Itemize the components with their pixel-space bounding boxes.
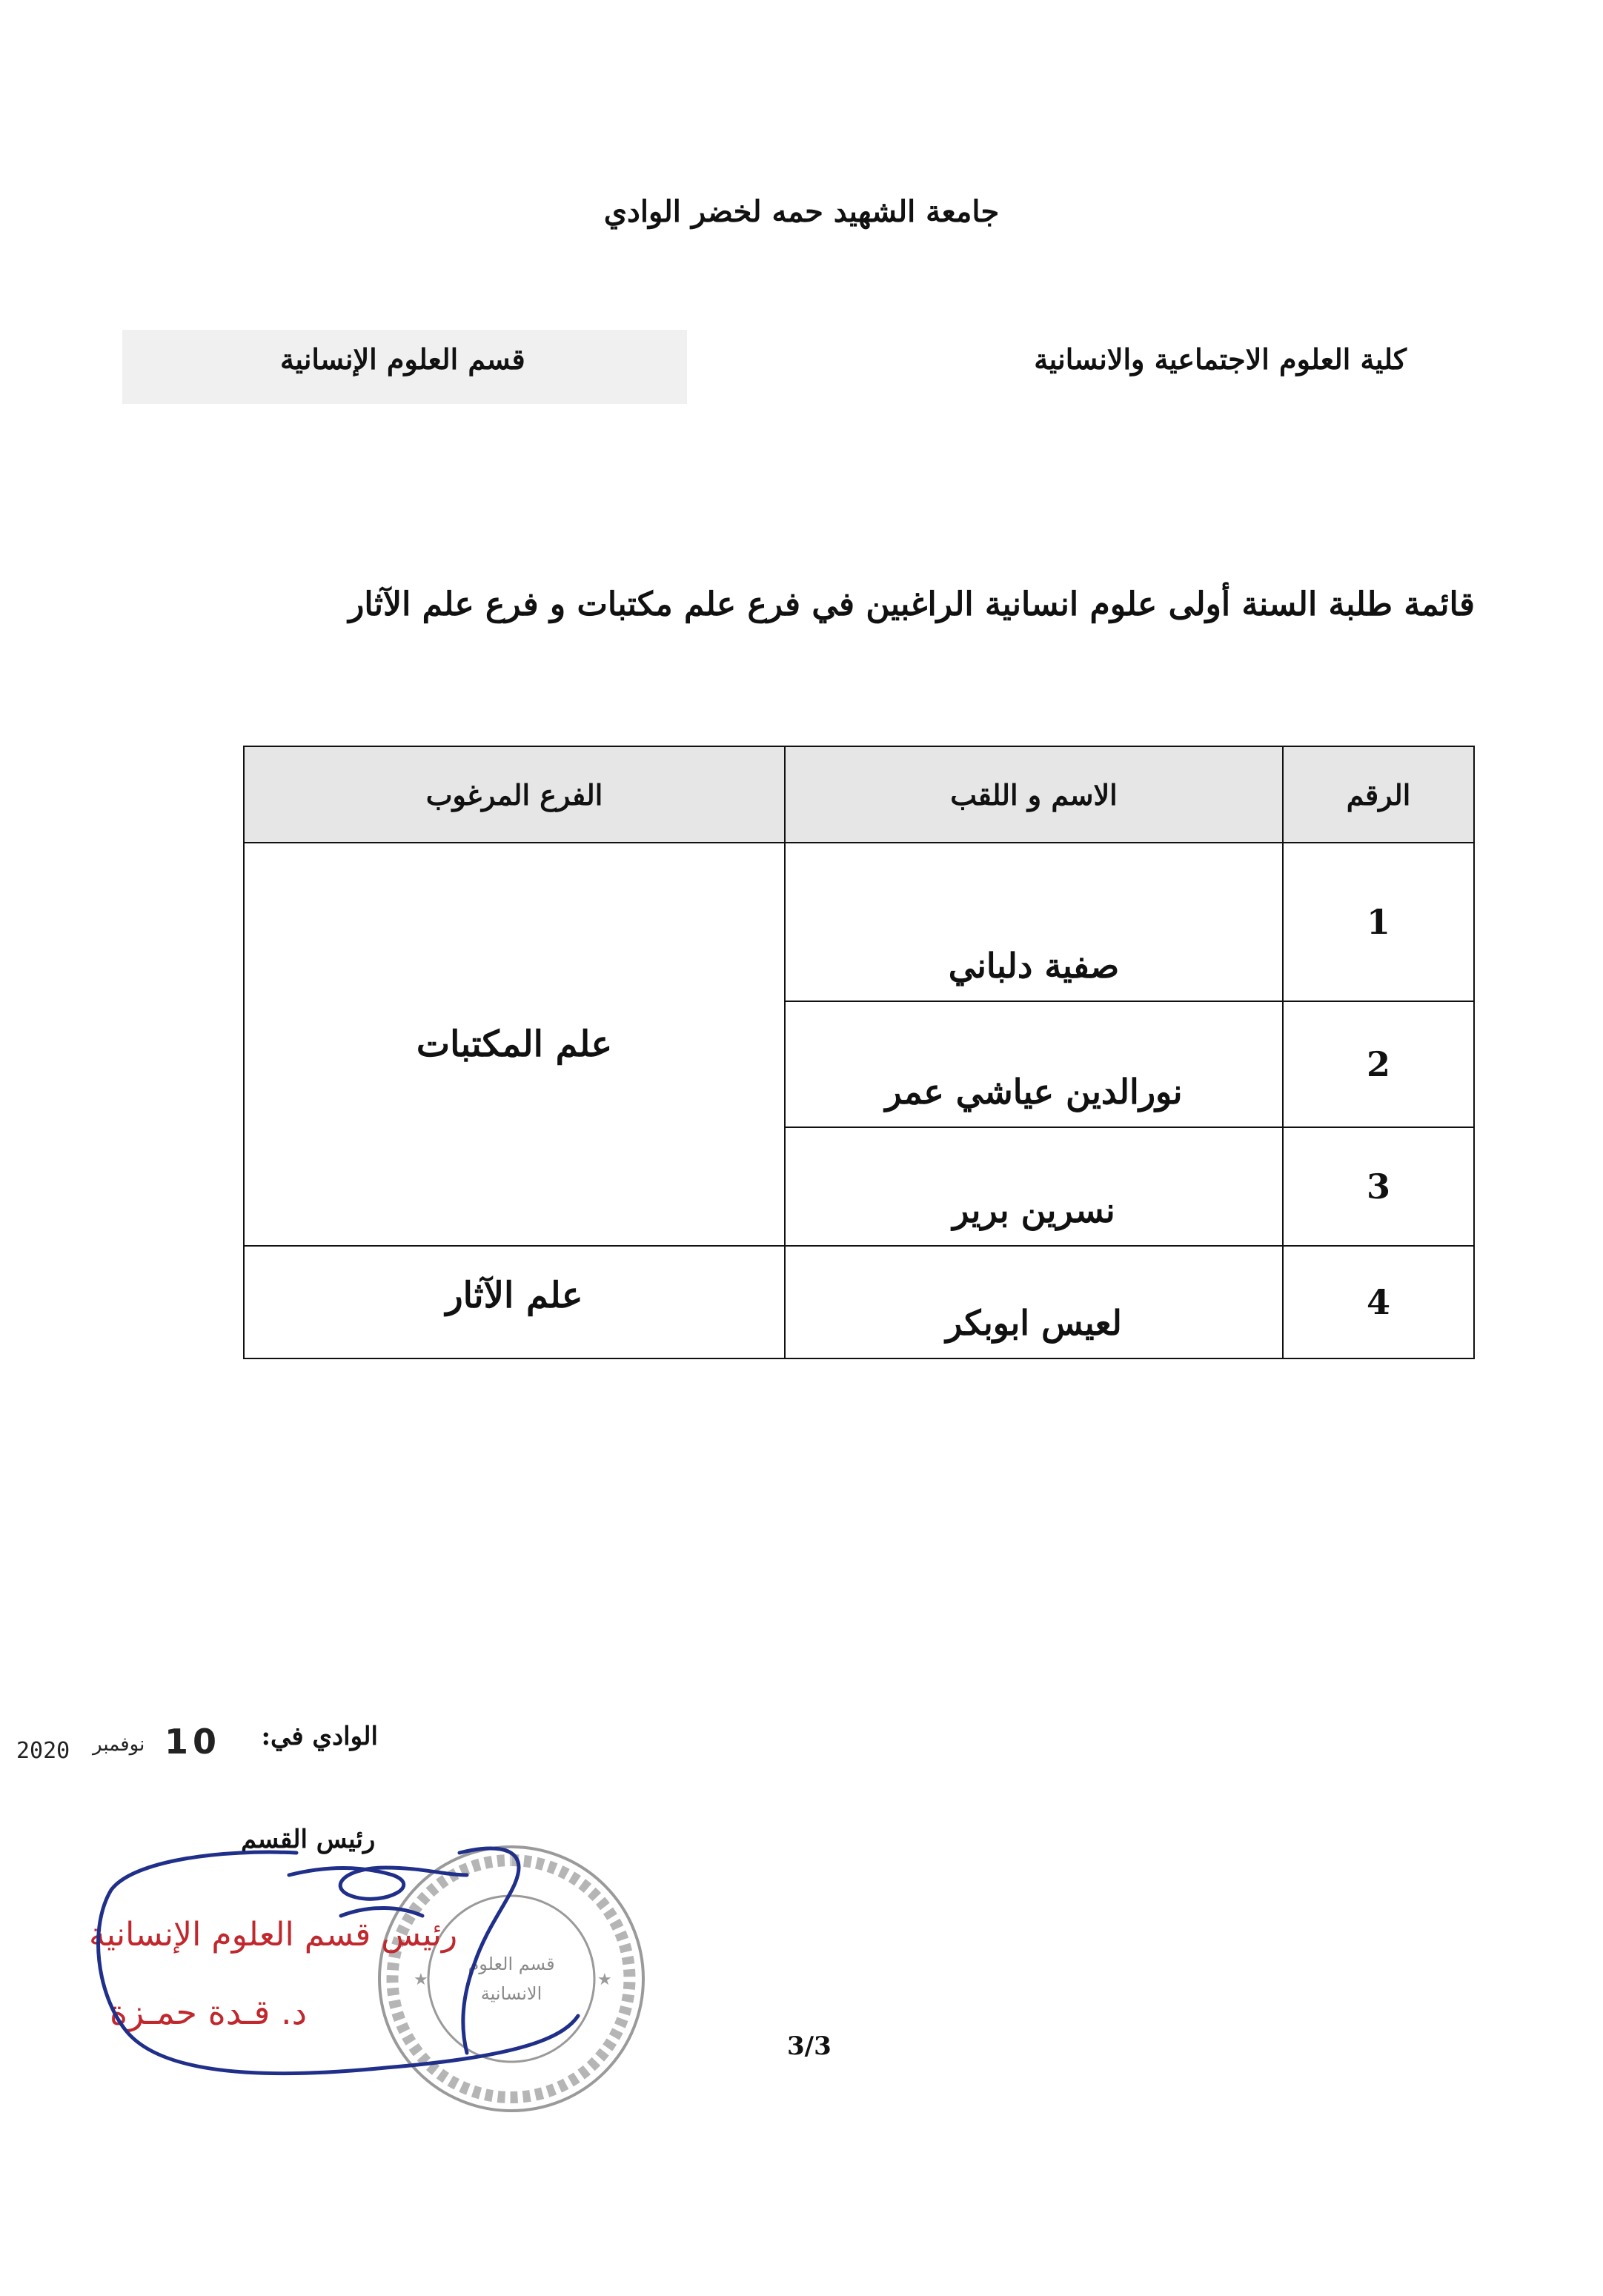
row-number: 2 — [1283, 1001, 1474, 1127]
branch-cell: علم الآثار — [244, 1246, 785, 1358]
date-day: 10 — [165, 1722, 222, 1762]
faculty-name: كلية العلوم الاجتماعية والانسانية — [1034, 342, 1407, 376]
table-row — [244, 843, 1474, 1001]
row-name: نورالدين عياشي عمر — [785, 1001, 1283, 1127]
row-name: صفية دلباني — [785, 843, 1283, 1001]
svg-text:قسم العلوم: قسم العلوم — [468, 1954, 555, 1974]
date-month: نوفمبر — [93, 1733, 145, 1756]
stamp-name: د. قـدة حمـزة — [110, 1992, 308, 2032]
branch-cell: علم المكتبات — [244, 843, 785, 1246]
table-row — [244, 1246, 1474, 1358]
place-label: الوادي في: — [261, 1722, 378, 1751]
svg-text:الانسانية: الانسانية — [480, 1983, 542, 2004]
header-branch: الفرع المرغوب — [244, 746, 785, 843]
page-number: 3/3 — [787, 2031, 832, 2061]
students-table — [243, 746, 1475, 1359]
row-number: 3 — [1283, 1127, 1474, 1246]
stamp-title: رئيس قسم العلوم الإنسانية — [89, 1916, 458, 1954]
date-year: 2020 — [16, 1738, 70, 1764]
department-name: قسم العلوم الإنسانية — [280, 342, 525, 376]
header-name: الاسم و اللقب — [785, 746, 1283, 843]
header-number: الرقم — [1283, 746, 1474, 843]
row-number: 4 — [1283, 1246, 1474, 1358]
row-name: نسرين برير — [785, 1127, 1283, 1246]
university-name: جامعة الشهيد حمه لخضر الوادي — [603, 194, 1000, 229]
row-number: 1 — [1283, 843, 1474, 1001]
department-head-label: رئيس القسم — [241, 1825, 376, 1854]
list-title: قائمة طلبة السنة أولى علوم انسانية الراغبين في فرع علم مكتبات و فرع علم الآثار — [348, 585, 1475, 623]
table-header-row — [244, 746, 1474, 843]
svg-text:★: ★ — [414, 1971, 428, 1989]
signature-icon — [74, 1845, 682, 2083]
row-name: لعيس ابوبكر — [785, 1246, 1283, 1358]
svg-text:★: ★ — [597, 1971, 612, 1989]
